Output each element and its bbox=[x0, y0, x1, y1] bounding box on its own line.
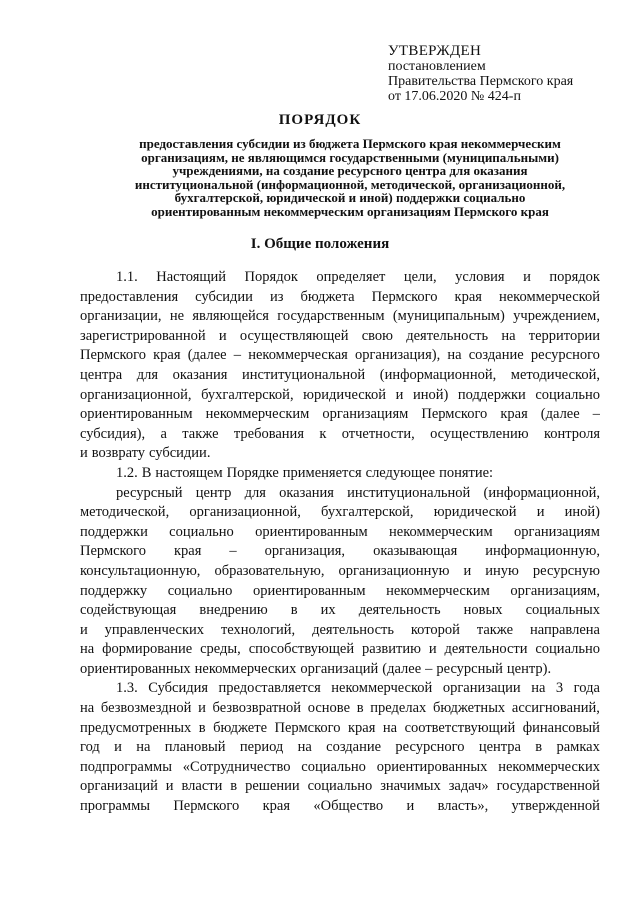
subtitle-line: бухгалтерской, юридической и иной) поддержки социально bbox=[174, 190, 526, 205]
paragraph bbox=[80, 679, 600, 816]
subtitle-line: ориентированным некоммерческим организациям Пермского края bbox=[151, 203, 549, 219]
text-line: программы Пермского края «Общество и власть», утвержденной bbox=[80, 798, 600, 815]
text-line: на формирование среды, способствующей развитию и деятельности социально bbox=[80, 641, 600, 658]
text-line: зарегистрированной и осуществляющей свою деятельность на территории bbox=[80, 327, 600, 344]
text-line: субсидия), а также требования к отчетности, осуществлению контроля bbox=[80, 425, 600, 442]
text-line: подпрограммы «Сотрудничество социально ориентированных некоммерческих bbox=[80, 758, 600, 775]
text-line: на безвозмездной и безвозвратной основе в пределах бюджетных ассигнований, bbox=[80, 700, 600, 717]
document-subtitle bbox=[90, 137, 610, 218]
paragraph bbox=[80, 464, 600, 484]
text-line: методической, организационной, бухгалтерской, юридической и иной) bbox=[80, 504, 600, 521]
text-line: 1.2. В настоящем Порядке применяется следующее понятие: bbox=[116, 464, 494, 481]
text-line: организаций и власти в решении социально значимых задач» государственной bbox=[80, 778, 600, 795]
text-line: и возврату субсидии. bbox=[80, 445, 211, 462]
subtitle-line: институциональной (информационной, методической, организационной, bbox=[134, 176, 566, 192]
text-line: ресурсный центр для оказания институциональной (информационной, bbox=[116, 484, 600, 501]
text-line: предусмотренных в бюджете Пермского края на соответствующий финансовый bbox=[80, 719, 600, 736]
text-line: консультационную, образовательную, организационную и иную ресурсную bbox=[80, 562, 600, 579]
text-line: 1.3. Субсидия предоставляется некоммерческой организации на 3 года bbox=[116, 680, 600, 697]
text-line: поддержку социально ориентированным некоммерческим организациям, bbox=[80, 582, 600, 599]
text-line: ориентированных некоммерческих организаций (далее – ресурсный центр). bbox=[80, 660, 552, 677]
approval-line: постановлением bbox=[388, 59, 486, 74]
text-line: Пермского края (далее – некоммерческая организация), на создание ресурсного bbox=[80, 347, 600, 364]
subtitle-line: учреждениями, на создание ресурсного центра для оказания bbox=[172, 163, 528, 178]
text-line: и управленческих технологий, деятельность которой также направлена bbox=[80, 621, 600, 638]
text-line: организационной, бухгалтерской, юридической и иной) поддержки социально bbox=[80, 386, 600, 403]
subtitle-line: предоставления субсидии из бюджета Пермского края некоммерческим bbox=[139, 136, 561, 151]
approval-stamp: УТВЕРЖДЕН bbox=[388, 43, 482, 59]
text-line: предоставления субсидии из бюджета Пермского края некоммерческой bbox=[80, 288, 600, 305]
text-line: ориентированным некоммерческим организациям Пермского края (далее – bbox=[80, 406, 600, 423]
subtitle-line: организациям, не являющимся государственными (муниципальными) bbox=[141, 149, 559, 165]
paragraph bbox=[80, 268, 600, 464]
text-line: год и на плановый период на создание ресурсного центра в рамках bbox=[80, 739, 600, 756]
section-heading: I. Общие положения bbox=[250, 236, 390, 252]
text-line: содействующая внедрению в их деятельность новых социальных bbox=[80, 602, 600, 619]
approval-line: Правительства Пермского края bbox=[388, 74, 574, 89]
text-line: Пермского края – организация, оказывающая информационную, bbox=[80, 543, 600, 560]
text-line: центра для оказания институциональной (информационной, методической, bbox=[80, 366, 600, 383]
text-line: организации, не являющейся государственным (муниципальным) учреждением, bbox=[80, 308, 600, 325]
text-line: поддержки социально ориентированным некоммерческим организациям bbox=[80, 523, 600, 540]
document-body bbox=[80, 268, 600, 817]
text-line: 1.1. Настоящий Порядок определяет цели, условия и порядок bbox=[116, 269, 600, 285]
paragraph bbox=[80, 484, 600, 680]
approval-line: от 17.06.2020 № 424-п bbox=[388, 89, 521, 104]
approval-block bbox=[388, 44, 573, 104]
document-title: ПОРЯДОК bbox=[278, 112, 362, 128]
